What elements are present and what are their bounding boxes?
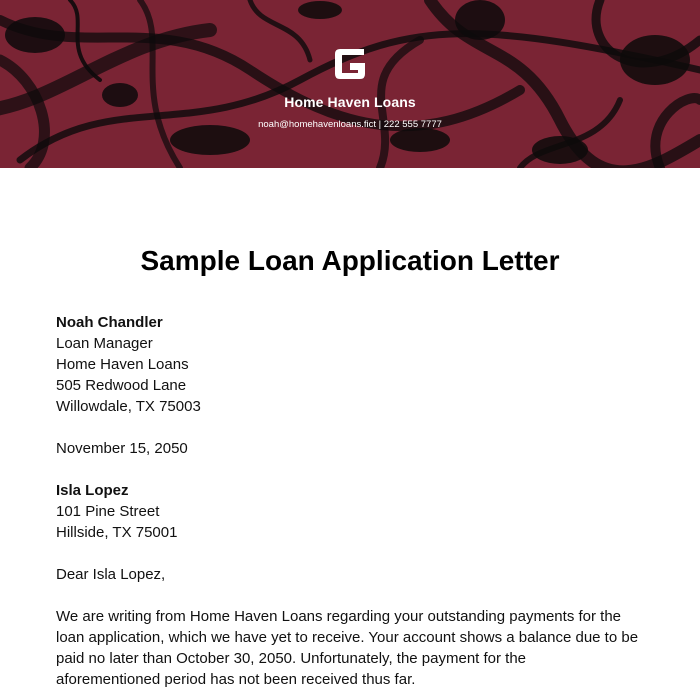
body-paragraph (56, 606, 644, 690)
letter-body (0, 241, 700, 690)
letter-date: November 15, 2050 (56, 440, 188, 457)
letterhead (0, 0, 700, 168)
recipient-city: Hillside, TX 75001 (56, 524, 178, 541)
recipient-name: Isla Lopez (56, 482, 129, 499)
letter-title: Sample Loan Application Letter (140, 245, 560, 276)
sender-street: 505 Redwood Lane (56, 377, 187, 394)
recipient-block (56, 480, 644, 543)
letterhead-content (0, 0, 700, 168)
sender-company: Home Haven Loans (56, 356, 189, 373)
sender-block (56, 312, 644, 417)
recipient-street: 101 Pine Street (56, 503, 160, 520)
g-logo-icon (330, 44, 370, 84)
company-name: Home Haven Loans (284, 94, 416, 110)
contact-info: noah@homehavenloans.fict | 222 555 7777 (258, 119, 442, 130)
body-line: loan application, which we have yet to receive. Your account shows a balance due to be (56, 629, 639, 646)
sender-city: Willowdale, TX 75003 (56, 398, 201, 415)
salutation: Dear Isla Lopez, (56, 566, 166, 583)
body-line: aforementioned period has not been received thus far. (56, 671, 416, 688)
sender-name: Noah Chandler (56, 314, 163, 331)
sender-position: Loan Manager (56, 335, 153, 352)
body-line: paid no later than October 30, 2050. Unfortunately, the payment for the (56, 650, 527, 667)
body-line: We are writing from Home Haven Loans regarding your outstanding payments for the (56, 608, 622, 625)
